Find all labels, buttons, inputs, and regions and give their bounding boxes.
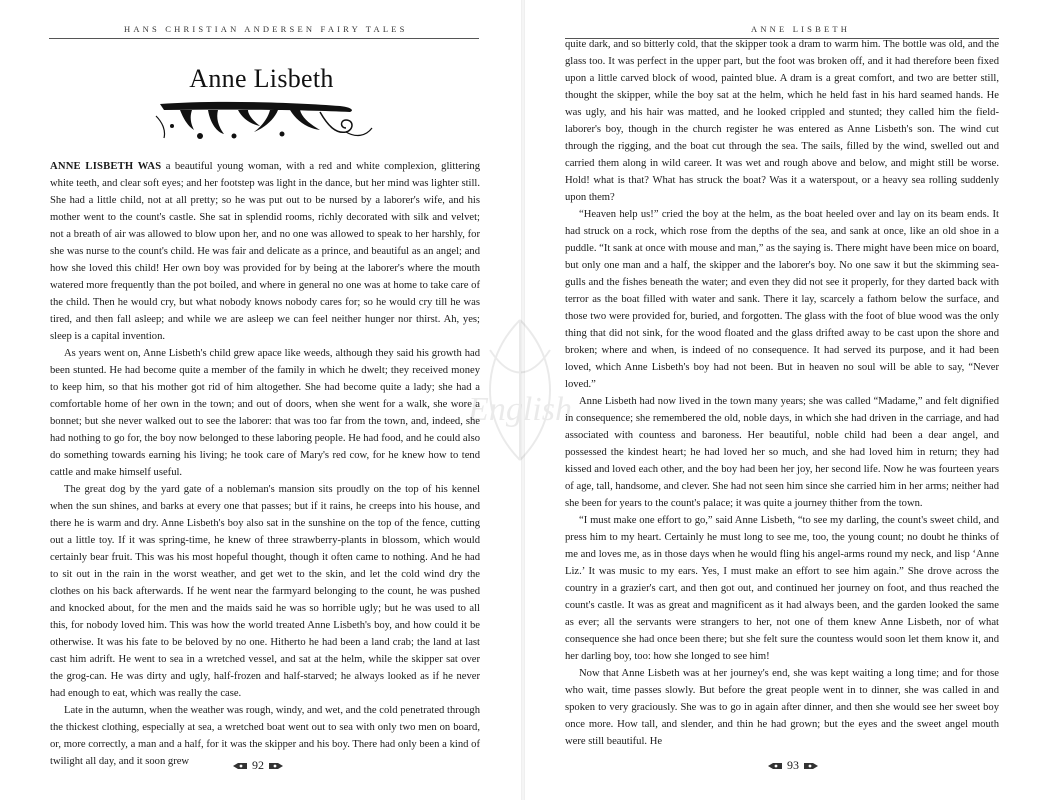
paragraph: Now that Anne Lisbeth was at her journey's end, she was kept waiting a long time; and for those who wait, time passes slowly. But before the great people went in to dinner, she was called in and spoken to very graciously. She was to go in again after dinner, and then she would see her sweet boy once more. How tall, and slender, and thin he had grown; but the eyes and the sweet angel mouth were still beautiful. He <box>565 668 999 747</box>
paragraph: “I must make one effort to go,” said Anne Lisbeth, “to see my darling, the count's sweet child, and press him to my heart. Certainly he must long to see me, too, the young count; no doubt he thinks of me and loves me, as in those days when he would fling his angel-arms round my neck, and lisp ‘Anne Liz.’ It was music to my ears. Yes, I must make an effort to see him again.” She drove across the country in a grazier's cart, and then got out, and continued her journey on foot, and thus reached the count's castle. It was as great and magnificent as it had always been, and the garden looked the same as ever; all the servants were strangers to her, not one of them knew Anne Lisbeth, nor of what consequence she had once been there; but she felt sure the countess would soon let them know it, and her darling boy, too: how she longed to see him! <box>565 515 999 662</box>
paragraph: The great dog by the yard gate of a nobleman's mansion sits proudly on the top of his kennel when the sun shines, and barks at every one that passes; but if it rains, he creeps into his house, and there he is warm and dry. Anne Lisbeth's boy also sat in the sunshine on the top of the fence, cutting out a little toy. If it was spring-time, he knew of three strawberry-plants in blossom, which would certainly bear fruit. This was his most hopeful thought, though it often came to nothing. And he had to sit out in the rain in the worst weather, and get wet to the skin, and let the cold wind dry the clothes on his back afterwards. If he went near the farmyard belonging to the count, he was pushed and knocked about, for the men and the maids said he was so horrible ugly; but he was used to all this, for nobody loved him. This was how the world treated Anne Lisbeth's boy, and how could it be otherwise. It was his fate to be beloved by no one. Hitherto he had been a land crab; the land at last cast him adrift. He went to sea in a wretched vessel, and sat at the helm, while the skipper sat over the grog-can. He was dirty and ugly, half-frozen and half-starved; he always looked as if he never had enough to eat, which was really the case. <box>50 484 480 699</box>
lead-in-words: ANNE LISBETH WAS <box>50 161 162 172</box>
paragraph: ANNE LISBETH WAS a beautiful young woman, with a red and white complexion, glittering white teeth, and clear soft eyes; and her footstep was light in the dance, but her mind was lighter still. She had a little child, not at all pretty; so he was put out to be nursed by a laborer's wife, and his mother went to the count's castle. She sat in splendid rooms, richly decorated with silk and velvet; not a breath of air was allowed to blow upon her, and no one was allowed to speak to her harshly, for she was nurse to the count's child. He was fair and delicate as a prince, and beautiful as an angel; and how she loved this child! Her own boy was provided for by being at the laborer's where the mouth watered more frequently than the pot boiled, and where in general no one was at home to take care of the child. Then he would cry, but what nobody knows nobody cares for; so he would cry till he was tired, and then fall asleep; and while we are asleep we can feel neither hunger nor thirst. Ah, yes; sleep is a capital invention. <box>50 161 480 342</box>
right-page <box>523 0 1046 800</box>
page-number-right: 93 <box>767 758 819 773</box>
paragraph: “Heaven help us!” cried the boy at the helm, as the boat heeled over and lay on its beam ends. It had struck on a rock, which rose from the depths of the sea, and sank at once, like an old shoe in a puddle. “It sank at once with mouse and man,” as the saying is. There might have been mice on board, but only one man and a half, the skipper and the laborer's boy. No one saw it but the skimming sea-gulls and the fishes beneath the water; and even they did not see it properly, for they darted back with terror as the boat filled with water and sank. There it lay, scarcely a fathom below the surface, and those two were provided for, buried, and forgotten. The glass with the foot of blue wood was the only thing that did not sink, for the wood floated and the glass drifted away to be cast upon the shore and broken; where and when, is indeed of no consequence. It had served its purpose, and it had been loved, which Anne Lisbeth's boy had not been. But in heaven no soul will be able to say, “Never loved.” <box>565 209 999 390</box>
paragraph: Anne Lisbeth had now lived in the town many years; she was called “Madame,” and felt dignified in consequence; she remembered the old, noble days, in which she had driven in the carriage, and had associated with countess and baroness. Her beautiful, noble child had been a dear angel, and possessed the kindest heart; he had loved her so much, and she had loved him in return; they had kissed and loved each other, and the boy had been her joy, her second life. Now he was fourteen years of age, tall, handsome, and clever. She had not seen him since she carried him in her arms; neither had she been for years to the count's palace; it was quite a journey thither from the town. <box>565 396 999 509</box>
left-body-text <box>50 158 480 770</box>
right-body-text <box>565 36 999 750</box>
flourish-ornament <box>150 96 380 144</box>
paragraph: quite dark, and so bitterly cold, that the skipper took a dram to warm him. The bottle was old, and the glass too. It was perfect in the upper part, but the foot was broken off, and it had therefore been fixed upon a little carved block of wood, painted blue. A dram is a great comfort, and two are better still, thought the skipper, while the boy sat at the helm, which he held fast in his hard seamed hands. He was ugly, and his hair was matted, and he looked crippled and stunted; they called him the field-laborer's boy, though in the church register he was entered as Anne Lisbeth's son. The wind cut through the rigging, and the boat cut through the sea. The sails, filled by the wind, swelled out and carried them along in wild career. It was wet and rough above and below, and might still be worse. Hold! what is that? What has struck the boat? Was it a waterspout, or a heavy sea rolling suddenly upon them? <box>565 39 999 203</box>
paragraph: As years went on, Anne Lisbeth's child grew apace like weeds, although they said his growth had been stunted. He had become quite a member of the family in which he dwelt; they received money to keep him, so that his mother got rid of him altogether. She had become quite a lady; she had a comfortable home of her own in the town; and out of doors, when she went for a walk, she wore a bonnet; but she never walked out to see the laborer: that was too far from the town, and, indeed, she had nothing to go for, the boy now belonged to these laboring people. He had food, and he could also do something towards earning his living; he took care of Mary's red cow, for he knew how to tend cattle and make himself useful. <box>50 348 480 478</box>
header-rule-left <box>49 38 479 39</box>
svg-text:English: English <box>468 391 572 428</box>
chapter-title: Anne Lisbeth <box>189 64 334 93</box>
running-head-right: ANNE LISBETH <box>751 24 851 34</box>
paragraph: Late in the autumn, when the weather was rough, windy, and wet, and the cold penetrated through the thickest clothing, especially at sea, a wretched boat went out to sea with only two men on board, or, more correctly, a man and a half, for it was the skipper and his boy. There had only been a kind of twilight all day, and it soon grew <box>50 705 480 767</box>
folio-ornament-icon <box>767 762 783 770</box>
folio-ornament-icon <box>268 762 284 770</box>
running-head-left: HANS CHRISTIAN ANDERSEN FAIRY TALES <box>124 24 408 34</box>
folio-ornament-icon <box>803 762 819 770</box>
page-number-left: 92 <box>232 758 284 773</box>
folio-ornament-icon <box>232 762 248 770</box>
